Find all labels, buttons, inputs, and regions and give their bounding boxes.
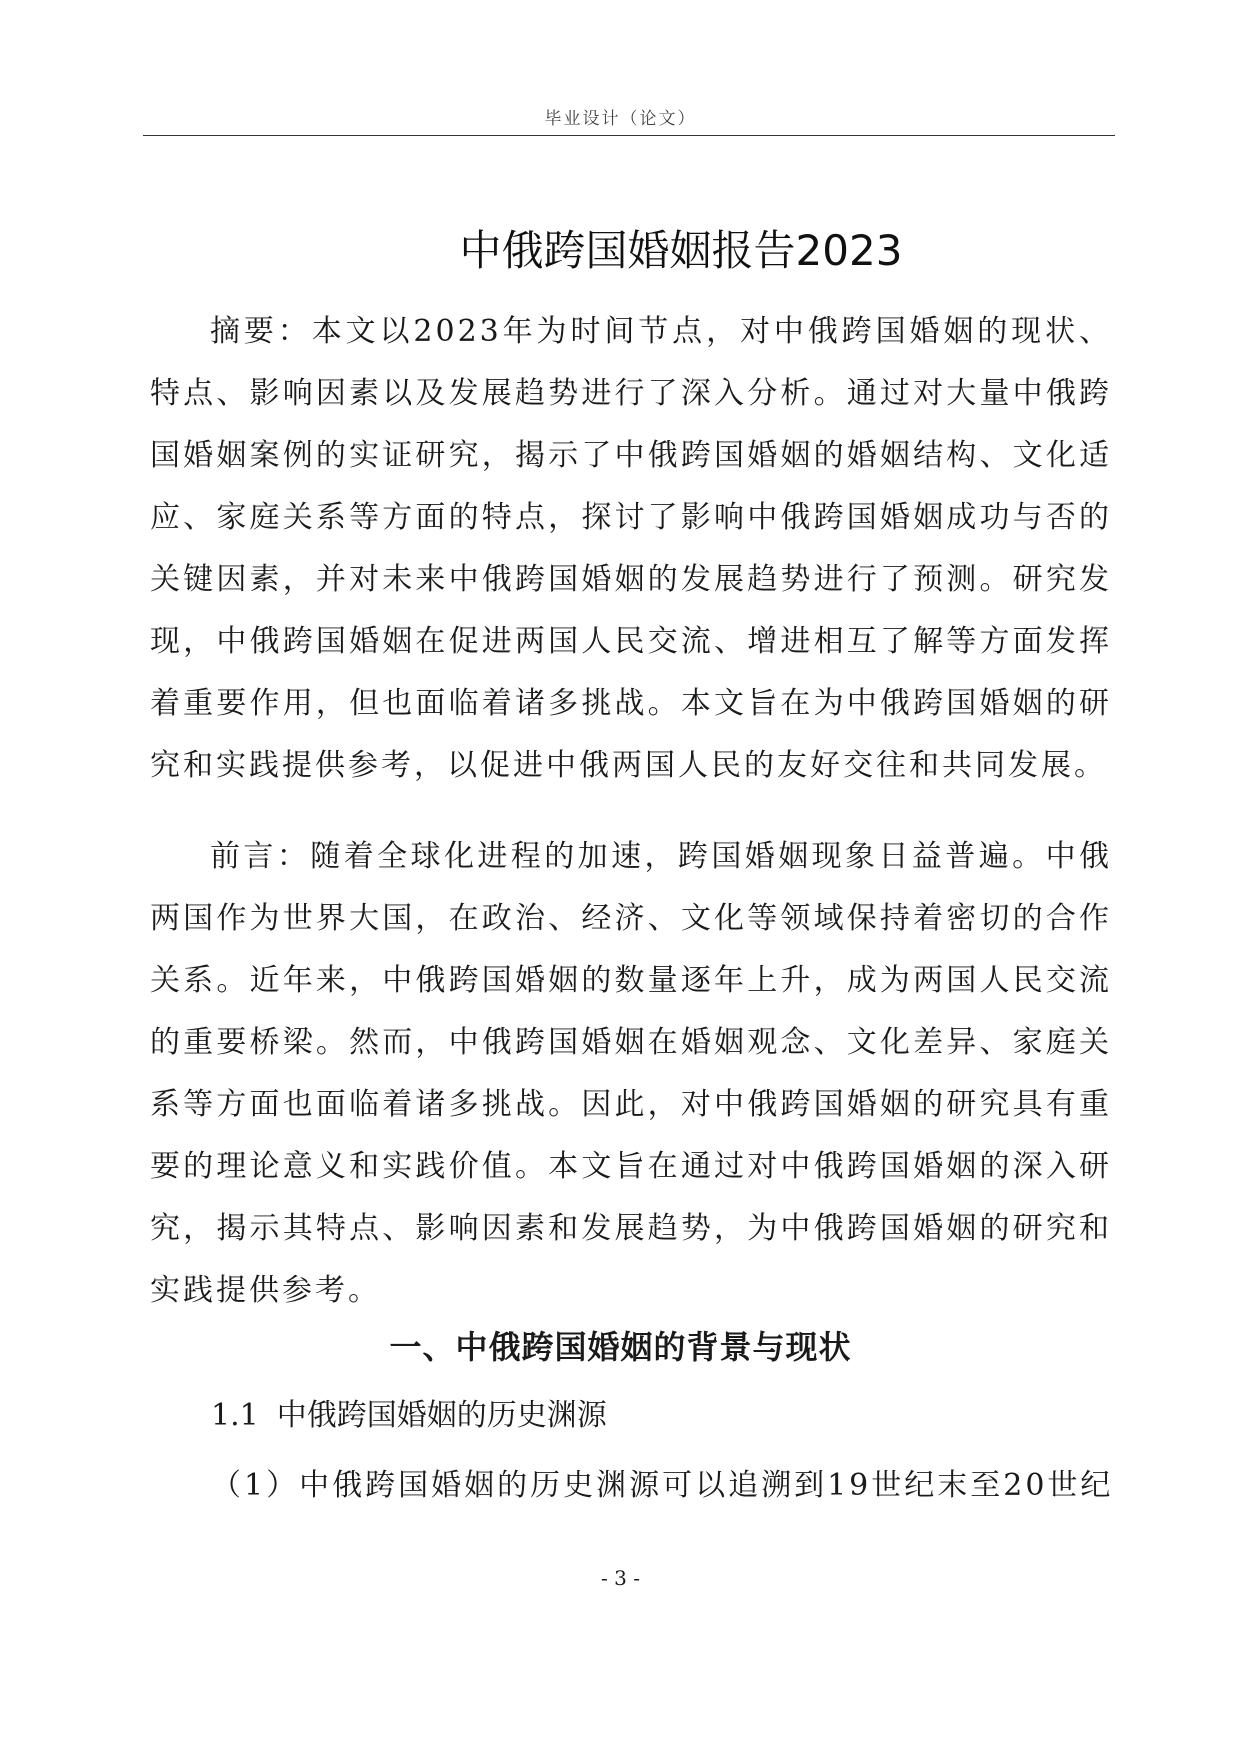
- subsection-heading: [211, 1390, 607, 1434]
- abstract-paragraph: 摘要：本文以2023年为时间节点，对中俄跨国婚姻的现状、特点、影响因素以及发展趋势进行了深入分析。通过对大量中俄跨国婚姻案例的实证研究，揭示了中俄跨国婚姻的婚姻结构、文化适应、家庭关系等方面的特点，探讨了影响中俄跨国婚姻成功与否的关键因素，并对未来中俄跨国婚姻的发展趋势进行了预测。研究发现，中俄跨国婚姻在促进两国人民交流、增进相互了解等方面发挥着重要作用，但也面临着诸多挑战。本文旨在为中俄跨国婚姻的研究和实践提供参考，以促进中俄两国人民的友好交往和共同发展。: [150, 314, 1112, 783]
- running-header: 毕业设计（论文）: [544, 109, 697, 129]
- preface-paragraph: 前言：随着全球化进程的加速，跨国婚姻现象日益普遍。中俄两国作为世界大国，在政治、经济、文化等领域保持着密切的合作关系。近年来，中俄跨国婚姻的数量逐年上升，成为两国人民交流的重要桥梁。然而，中俄跨国婚姻在婚姻观念、文化差异、家庭关系等方面也面临着诸多挑战。因此，对中俄跨国婚姻的研究具有重要的理论意义和实践价值。本文旨在通过对中俄跨国婚姻的深入研究，揭示其特点、影响因素和发展趋势，为中俄跨国婚姻的研究和实践提供参考。: [150, 839, 1112, 1308]
- subsection-number: 1.1: [211, 1398, 259, 1433]
- page-number: - 3 -: [601, 1566, 640, 1590]
- item-paragraph: （1）中俄跨国婚姻的历史渊源可以追溯到19世纪末至20世纪: [211, 1468, 1114, 1503]
- subsection-title: 中俄跨国婚姻的历史渊源: [276, 1398, 607, 1433]
- header-rule: [143, 135, 1115, 136]
- section-heading: 一、中俄跨国婚姻的背景与现状: [389, 1328, 852, 1366]
- document-title: 中俄跨国婚姻报告2023: [459, 226, 903, 276]
